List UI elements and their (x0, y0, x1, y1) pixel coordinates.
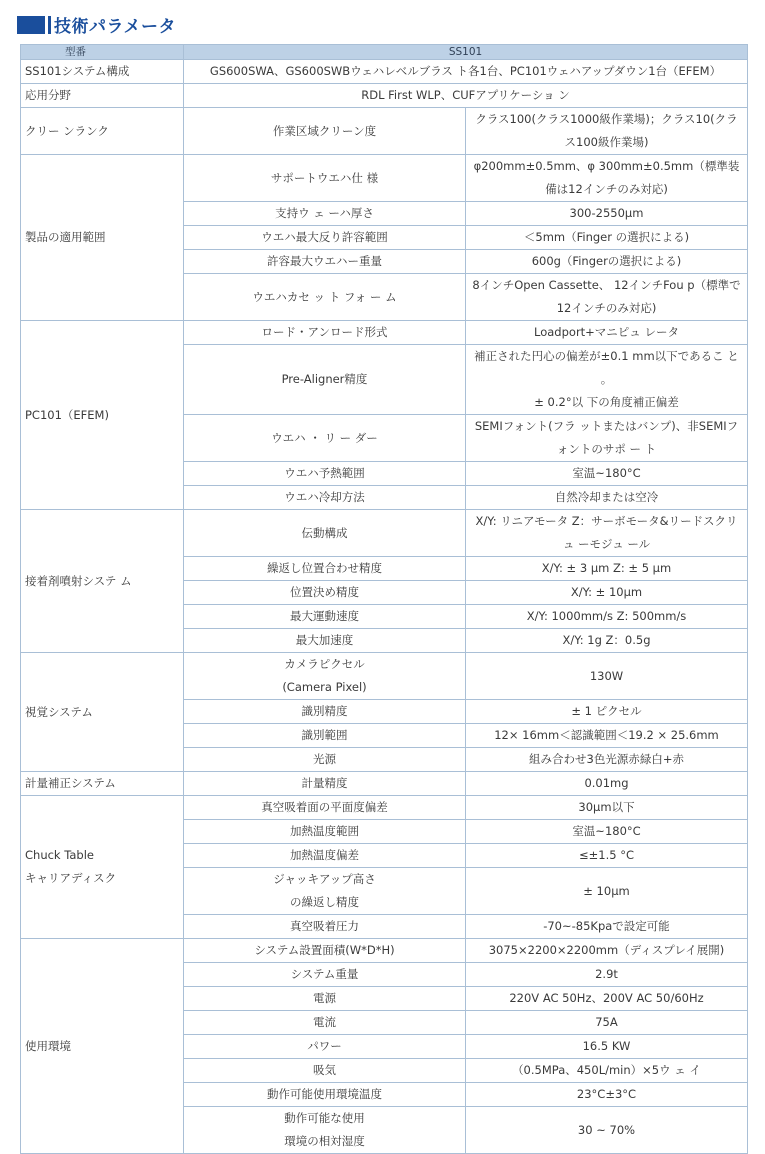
row-item: 光源 (184, 748, 466, 772)
table-row (21, 60, 748, 84)
row-item-line1: ジャッキアップ高さ (273, 872, 376, 886)
group-category-line2: キャリアディスク (25, 871, 117, 885)
row-item: 加熱温度範囲 (184, 820, 466, 844)
header-label: 型番 (21, 45, 184, 60)
row-category: クリー ンランク (21, 108, 184, 155)
row-item: ウエハ予熱範囲 (184, 462, 466, 486)
row-value: 12× 16mm＜認識範囲＜19.2 × 25.6mm (466, 724, 748, 748)
row-value: 30 ~ 70% (466, 1107, 748, 1154)
row-value: 室温~180°C (466, 462, 748, 486)
row-item: 加熱温度偏差 (184, 844, 466, 868)
row-value: 600g（Fingerの選択による) (466, 250, 748, 274)
row-value: φ200mm±0.5mm、φ 300mm±0.5mm（標準装備は12インチのみ対応) (466, 155, 748, 202)
group-category: PC101（EFEM) (21, 321, 184, 510)
row-value: ± 10μm (466, 868, 748, 915)
row-item: 真空吸着圧力 (184, 915, 466, 939)
row-value: 300-2550μm (466, 202, 748, 226)
row-item: 吸気 (184, 1059, 466, 1083)
row-item: システム設置面積(W*D*H) (184, 939, 466, 963)
row-value: ≤±1.5 °C (466, 844, 748, 868)
row-value (466, 345, 748, 415)
row-value: 75A (466, 1011, 748, 1035)
row-value: 0.01mg (466, 772, 748, 796)
row-item: 位置決め精度 (184, 581, 466, 605)
row-item: 支持ウ ェ ーハ厚さ (184, 202, 466, 226)
row-value: 16.5 KW (466, 1035, 748, 1059)
row-item: 識別精度 (184, 700, 466, 724)
row-value: 23°C±3°C (466, 1083, 748, 1107)
row-item: 最大加速度 (184, 629, 466, 653)
row-item: パワー (184, 1035, 466, 1059)
row-value-line2: ± 0.2°以 下の角度補正偏差 (534, 395, 679, 409)
table-header-row (21, 45, 748, 60)
group-category (21, 796, 184, 939)
group-category: 使用環境 (21, 939, 184, 1154)
row-value: 130W (466, 653, 748, 700)
row-item: ウエハカセ ッ ト フォ ー ム (184, 274, 466, 321)
row-item: 伝動構成 (184, 510, 466, 557)
group-category: 製品の適用範囲 (21, 155, 184, 321)
row-value: 室温~180°C (466, 820, 748, 844)
row-value: ± 1 ピクセル (466, 700, 748, 724)
heading-bar-icon (17, 16, 48, 34)
row-item: 計量精度 (184, 772, 466, 796)
row-item: 許容最大ウエハー重量 (184, 250, 466, 274)
row-item: ウエハ ・ リ ー ダー (184, 415, 466, 462)
row-value: GS600SWA、GS600SWBウェハレベルブラス ト各1台、PC101ウェハアップダウン1台（EFEM） (184, 60, 748, 84)
table-row (21, 84, 748, 108)
table-row (21, 321, 748, 345)
row-item (184, 868, 466, 915)
row-item: ウエハ最大反り許容範囲 (184, 226, 466, 250)
row-value: 30μm以下 (466, 796, 748, 820)
table-row (21, 653, 748, 700)
row-value: -70~-85Kpaで設定可能 (466, 915, 748, 939)
row-item: 識別範囲 (184, 724, 466, 748)
row-value: RDL First WLP、CUFアプリケーショ ン (184, 84, 748, 108)
row-value: X/Y: 1g Z：0.5g (466, 629, 748, 653)
row-item: ウエハ冷却方法 (184, 486, 466, 510)
row-value: X/Y: 1000mm/s Z: 500mm/s (466, 605, 748, 629)
group-category-line1: Chuck Table (25, 848, 94, 862)
group-category: 接着剤噴射システ ム (21, 510, 184, 653)
table-row (21, 155, 748, 202)
row-item: 最大運動速度 (184, 605, 466, 629)
row-value: SEMIフォント(フラ ットまたはバンプ)、非SEMIフォントのサポ ー ト (466, 415, 748, 462)
row-value: 組み合わせ3色光源赤緑白+赤 (466, 748, 748, 772)
row-value: X/Y: リニアモータ Z：サーボモータ&リードスクリュ ーモジュ ール (466, 510, 748, 557)
spec-table (20, 44, 748, 1154)
row-item: ロード・アンロード形式 (184, 321, 466, 345)
table-row (21, 939, 748, 963)
page-title: 技術パラメータ (54, 17, 176, 37)
group-category: 計量補正システム (21, 772, 184, 796)
row-item: 動作可能使用環境温度 (184, 1083, 466, 1107)
table-row (21, 108, 748, 155)
table-row (21, 510, 748, 557)
row-item: サポートウエハ仕 様 (184, 155, 466, 202)
row-value: X/Y: ± 10μm (466, 581, 748, 605)
row-value-line1: 補正された円心の偏差が±0.1 mm以下であるこ と 。 (474, 349, 739, 386)
group-category: 視覚システム (21, 653, 184, 772)
row-category: SS101システム構成 (21, 60, 184, 84)
table-row (21, 796, 748, 820)
row-value: ＜5mm（Finger の選択による) (466, 226, 748, 250)
row-category: 応用分野 (21, 84, 184, 108)
row-item-line1: カメラピクセル (284, 657, 365, 671)
row-value: 2.9t (466, 963, 748, 987)
row-item: Pre-Aligner精度 (184, 345, 466, 415)
row-value: 自然冷却または空冷 (466, 486, 748, 510)
row-item (184, 1107, 466, 1154)
row-item: 電流 (184, 1011, 466, 1035)
row-item-line2: 環境の相対湿度 (284, 1134, 365, 1148)
row-value: 8インチOpen Cassette、 12インチFou p（標準で12インチのみ対応) (466, 274, 748, 321)
row-value: クラス100(クラス1000級作業場)；クラス10(クラス100級作業場) (466, 108, 748, 155)
row-value: Loadport+マニピュ レータ (466, 321, 748, 345)
row-item (184, 653, 466, 700)
row-item-line2: (Camera Pixel) (282, 680, 367, 694)
header-model: SS101 (184, 45, 748, 60)
row-value: X/Y: ± 3 μm Z: ± 5 μm (466, 557, 748, 581)
row-value: 220V AC 50Hz、200V AC 50/60Hz (466, 987, 748, 1011)
row-item: 作業区域クリーン度 (184, 108, 466, 155)
row-item-line2: の繰返し精度 (290, 895, 359, 909)
row-item: 真空吸着面の平面度偏差 (184, 796, 466, 820)
row-value: （0.5MPa、450L/min）×5ウ ェ イ (466, 1059, 748, 1083)
row-value: 3075×2200×2200mm（ディスプレイ展開) (466, 939, 748, 963)
section-heading (17, 12, 176, 37)
table-row (21, 772, 748, 796)
row-item: 電源 (184, 987, 466, 1011)
row-item: 繰返し位置合わせ精度 (184, 557, 466, 581)
row-item-line1: 動作可能な使用 (284, 1111, 365, 1125)
row-item: システム重量 (184, 963, 466, 987)
